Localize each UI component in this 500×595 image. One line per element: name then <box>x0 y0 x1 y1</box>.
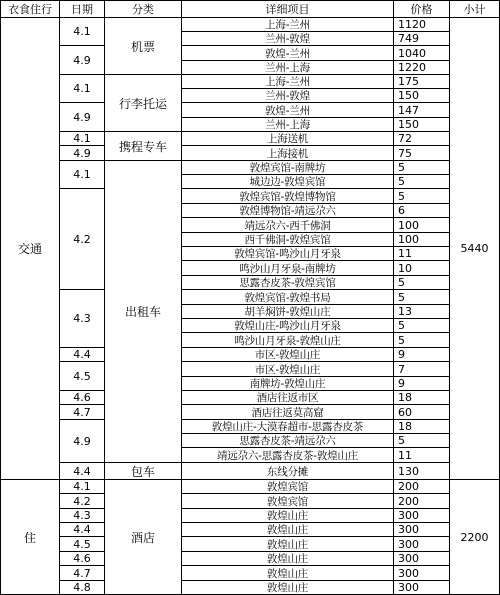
date-cell: 4.3 <box>60 509 105 523</box>
date-cell: 4.1 <box>60 132 105 146</box>
price-cell: 5 <box>394 276 450 290</box>
item-cell: 市区-敦煌山庄 <box>182 362 394 377</box>
price-cell: 7 <box>394 362 450 377</box>
item-cell: 城边边-敦煌宾馆 <box>182 175 394 189</box>
price-cell: 6 <box>394 204 450 218</box>
type-ctrip-car: 携程专车 <box>105 132 182 161</box>
price-cell: 5 <box>394 189 450 204</box>
type-air-ticket: 机票 <box>105 18 182 75</box>
header-subtotal: 小计 <box>450 0 500 18</box>
item-cell: 敦煌宾馆-敦煌博物馆 <box>182 189 394 204</box>
price-cell: 13 <box>394 305 450 319</box>
item-cell: 思露杏皮茶-靖远尕六 <box>182 434 394 448</box>
price-cell: 300 <box>394 552 450 566</box>
item-cell: 东线分摊 <box>182 463 394 480</box>
item-cell: 敦煌-兰州 <box>182 46 394 61</box>
date-cell: 4.9 <box>60 146 105 161</box>
item-cell: 酒店往返市区 <box>182 391 394 405</box>
price-cell: 9 <box>394 348 450 362</box>
price-cell: 1220 <box>394 61 450 75</box>
date-cell: 4.9 <box>60 103 105 132</box>
type-chartered-car: 包车 <box>105 463 182 480</box>
item-cell: 敦煌宾馆-敦煌书局 <box>182 290 394 305</box>
type-hotel: 酒店 <box>105 480 182 595</box>
price-cell: 749 <box>394 32 450 46</box>
item-cell: 敦煌山庄 <box>182 523 394 537</box>
date-cell: 4.4 <box>60 463 105 480</box>
item-cell: 靖远尕六-思露杏皮茶-敦煌山庄 <box>182 448 394 463</box>
date-cell: 4.2 <box>60 494 105 509</box>
item-cell: 上海送机 <box>182 132 394 146</box>
item-cell: 酒店往返莫高窟 <box>182 405 394 420</box>
item-cell: 思露杏皮茶-敦煌宾馆 <box>182 276 394 290</box>
date-cell: 4.9 <box>60 420 105 463</box>
price-cell: 11 <box>394 448 450 463</box>
header-type: 分类 <box>105 0 182 18</box>
price-cell: 72 <box>394 132 450 146</box>
date-cell: 4.3 <box>60 290 105 348</box>
price-cell: 175 <box>394 75 450 89</box>
item-cell: 兰州-敦煌 <box>182 89 394 103</box>
price-cell: 147 <box>394 103 450 118</box>
item-cell: 鸣沙山月牙泉-南牌坊 <box>182 261 394 276</box>
item-cell: 上海-兰州 <box>182 75 394 89</box>
price-cell: 150 <box>394 118 450 132</box>
price-cell: 130 <box>394 463 450 480</box>
item-cell: 兰州-上海 <box>182 61 394 75</box>
price-cell: 300 <box>394 581 450 595</box>
category-lodging: 住 <box>0 480 60 595</box>
item-cell: 上海-兰州 <box>182 18 394 32</box>
date-cell: 4.1 <box>60 480 105 494</box>
price-cell: 75 <box>394 146 450 161</box>
item-cell: 上海接机 <box>182 146 394 161</box>
date-cell: 4.8 <box>60 581 105 595</box>
price-cell: 200 <box>394 494 450 509</box>
price-cell: 5 <box>394 175 450 189</box>
date-cell: 4.1 <box>60 161 105 189</box>
date-cell: 4.7 <box>60 566 105 581</box>
price-cell: 5 <box>394 290 450 305</box>
header-category: 衣食住行 <box>0 0 60 18</box>
date-cell: 4.9 <box>60 46 105 75</box>
date-cell: 4.7 <box>60 405 105 420</box>
date-cell: 4.4 <box>60 523 105 537</box>
price-cell: 1040 <box>394 46 450 61</box>
type-taxi: 出租车 <box>105 161 182 463</box>
item-cell: 敦煌山庄 <box>182 537 394 552</box>
item-cell: 敦煌宾馆-鸣沙山月牙泉 <box>182 247 394 261</box>
price-cell: 5 <box>394 434 450 448</box>
price-cell: 10 <box>394 261 450 276</box>
item-cell: 敦煌山庄 <box>182 566 394 581</box>
price-cell: 300 <box>394 509 450 523</box>
price-cell: 1120 <box>394 18 450 32</box>
item-cell: 敦煌宾馆-南牌坊 <box>182 161 394 175</box>
item-cell: 敦煌宾馆 <box>182 480 394 494</box>
header-date: 日期 <box>60 0 105 18</box>
price-cell: 100 <box>394 218 450 233</box>
subtotal-transport: 5440 <box>450 18 500 480</box>
item-cell: 敦煌博物馆-靖远尕六 <box>182 204 394 218</box>
date-cell: 4.2 <box>60 189 105 290</box>
item-cell: 西千佛洞-敦煌宾馆 <box>182 233 394 247</box>
price-cell: 18 <box>394 420 450 434</box>
category-transport: 交通 <box>0 18 60 480</box>
price-cell: 300 <box>394 523 450 537</box>
price-cell: 18 <box>394 391 450 405</box>
item-cell: 敦煌-兰州 <box>182 103 394 118</box>
item-cell: 敦煌山庄-鸣沙山月牙泉 <box>182 319 394 333</box>
header-price: 价格 <box>394 0 450 18</box>
item-cell: 市区-敦煌山庄 <box>182 348 394 362</box>
subtotal-lodging: 2200 <box>450 480 500 595</box>
item-cell: 敦煌山庄 <box>182 509 394 523</box>
price-cell: 5 <box>394 161 450 175</box>
date-cell: 4.6 <box>60 552 105 566</box>
price-cell: 200 <box>394 480 450 494</box>
date-cell: 4.6 <box>60 391 105 405</box>
item-cell: 南牌坊-敦煌山庄 <box>182 377 394 391</box>
item-cell: 鸣沙山月牙泉-敦煌山庄 <box>182 333 394 348</box>
date-cell: 4.1 <box>60 18 105 46</box>
item-cell: 敦煌山庄 <box>182 552 394 566</box>
header-item: 详细项目 <box>182 0 394 18</box>
price-cell: 5 <box>394 319 450 333</box>
item-cell: 胡羊焖饼-敦煌山庄 <box>182 305 394 319</box>
date-cell: 4.4 <box>60 348 105 362</box>
type-luggage: 行李托运 <box>105 75 182 132</box>
price-cell: 9 <box>394 377 450 391</box>
price-cell: 5 <box>394 333 450 348</box>
price-cell: 150 <box>394 89 450 103</box>
date-cell: 4.1 <box>60 75 105 103</box>
item-cell: 敦煌山庄 <box>182 581 394 595</box>
date-cell: 4.5 <box>60 537 105 552</box>
item-cell: 兰州-上海 <box>182 118 394 132</box>
price-cell: 100 <box>394 233 450 247</box>
price-cell: 60 <box>394 405 450 420</box>
date-cell: 4.5 <box>60 362 105 391</box>
price-cell: 300 <box>394 566 450 581</box>
item-cell: 兰州-敦煌 <box>182 32 394 46</box>
price-cell: 300 <box>394 537 450 552</box>
item-cell: 敦煌宾馆 <box>182 494 394 509</box>
item-cell: 敦煌山庄-大漠春超市-思露杏皮茶 <box>182 420 394 434</box>
item-cell: 靖远尕六-西千佛洞 <box>182 218 394 233</box>
price-cell: 11 <box>394 247 450 261</box>
